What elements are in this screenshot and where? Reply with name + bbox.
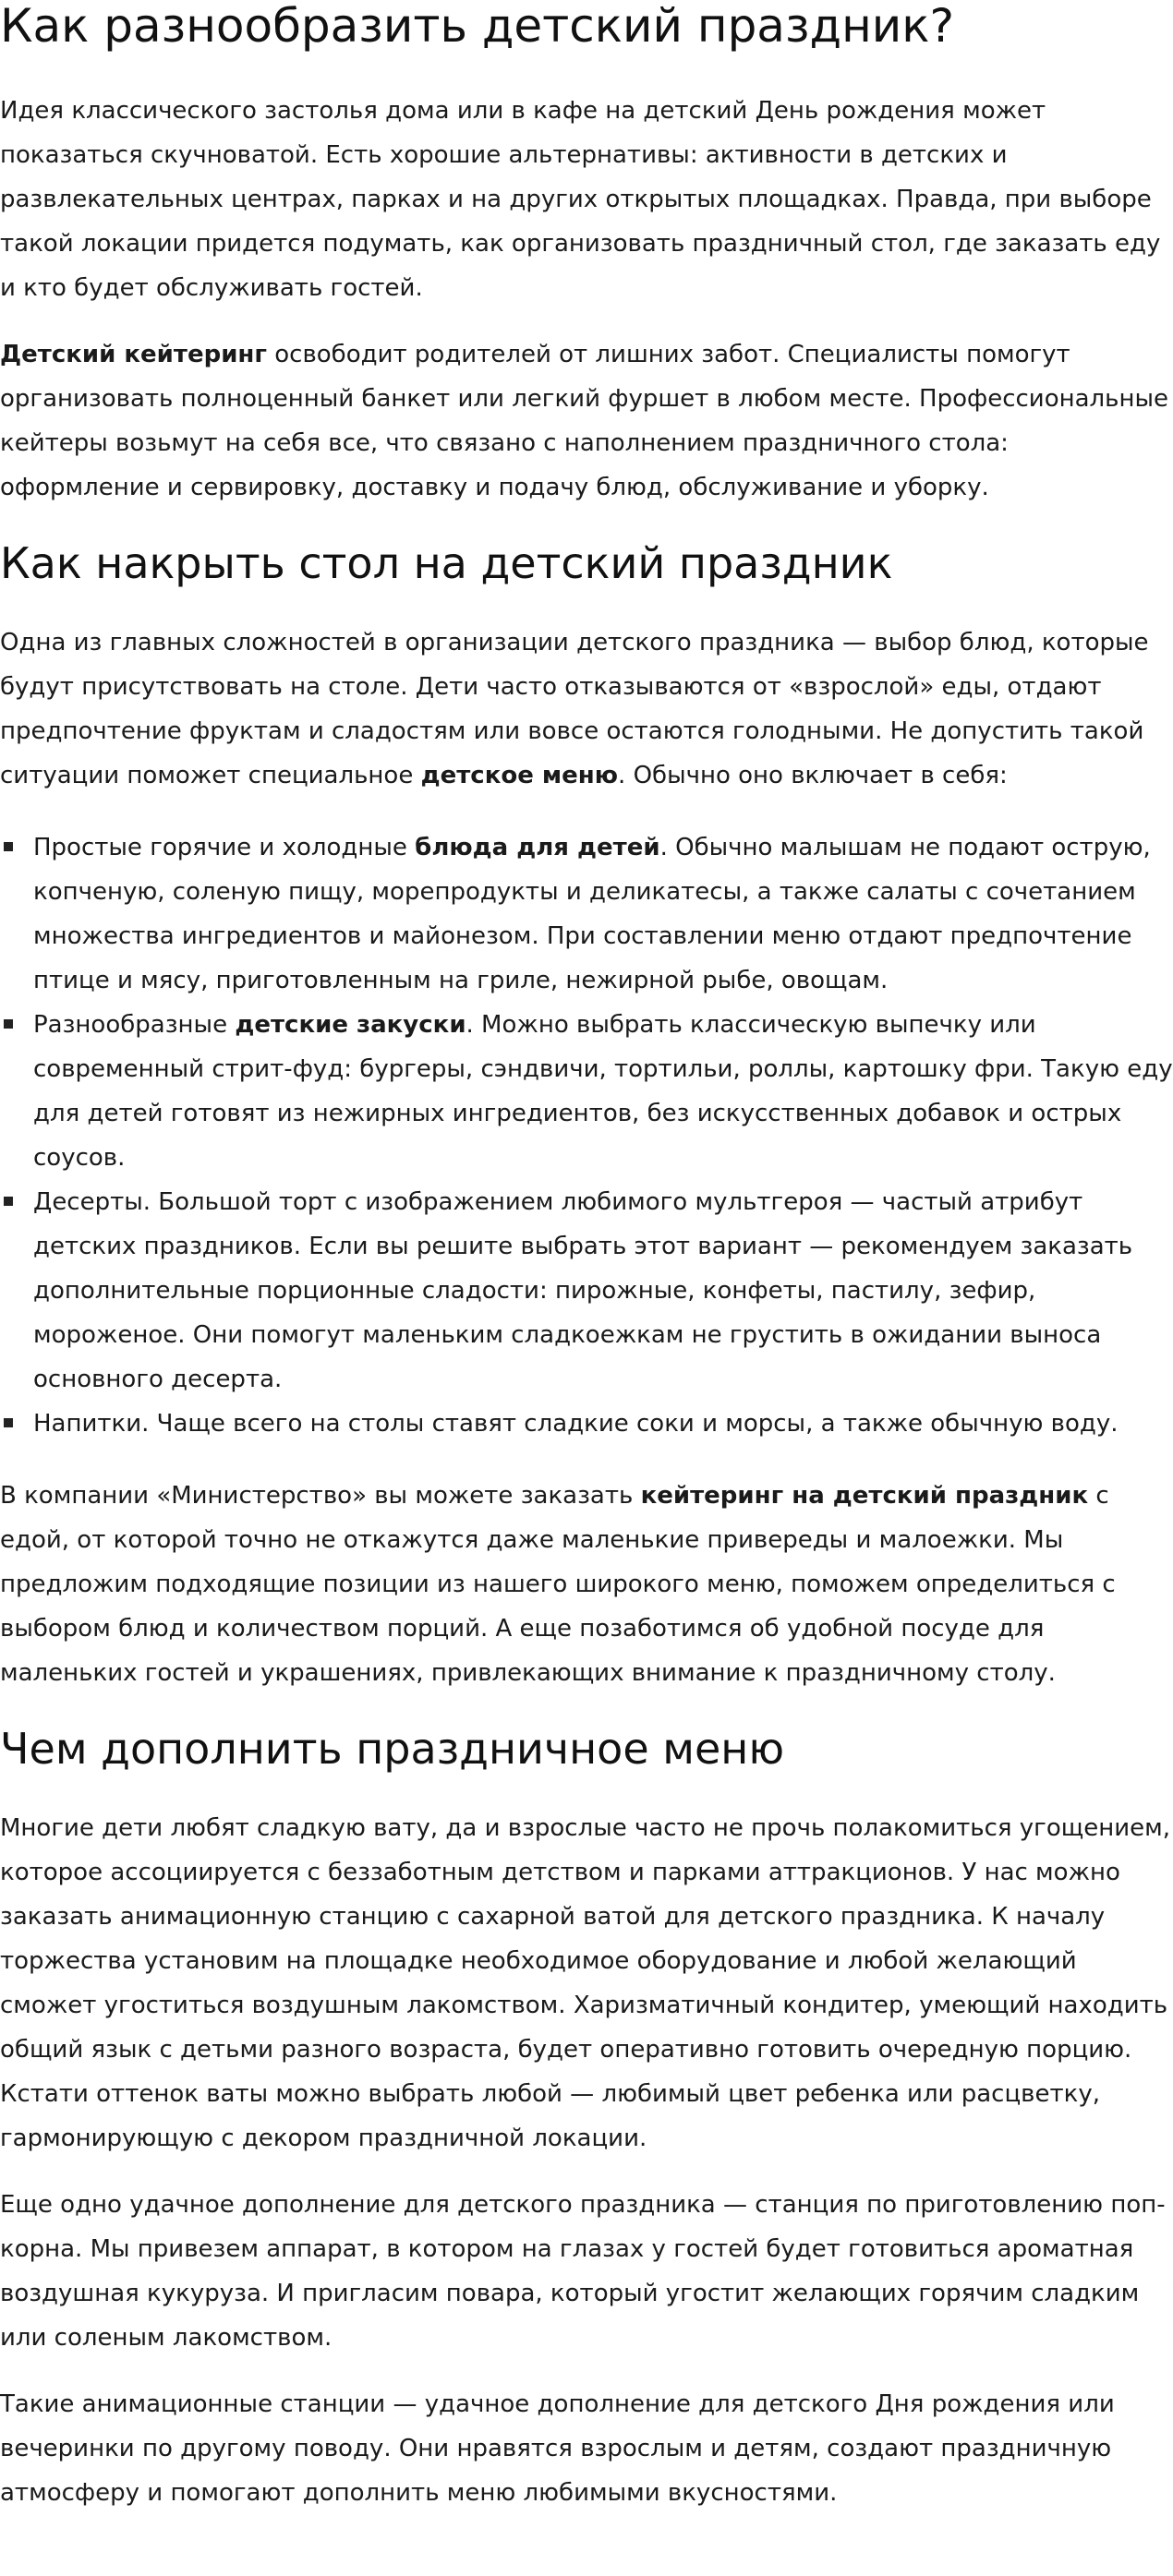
list-item-text: Разнообразные: [33, 1011, 236, 1039]
company-after: с едой, от которой точно не откажутся даже маленькие привереды и малоежки. Мы предложим подходящие позиции из нашего широкого меню, поможем определиться с выбором блюд и количеством порций. А еще позаботимся об удобной посуде для маленьких гостей и украшениях, привлекающих внимание к праздничному столу.: [0, 1482, 1116, 1687]
list-item-bold: блюда для детей: [415, 834, 660, 861]
list-item-bold: детские закуски: [235, 1011, 466, 1039]
catering-text: освободит родителей от лишних забот. Специалисты помогут организовать полноценный банкет или легкий фуршет в любом месте. Профессиональные кейтеры возьмут на себя все, что связано с наполнением праздничного стола: оформление и сервировку, доставку и подачу блюд, обслуживание и уборку.: [0, 341, 1169, 501]
section-heading-table: Как накрыть стол на детский праздник: [0, 538, 893, 588]
list-item-text: . Обычно малышам не подают острую, копченую, соленую пищу, морепродукты и деликатесы, а также салаты с сочетанием множества ингредиентов и майонезом. При составлении меню отдают предпочтение птице и мясу, приготовленным на гриле, нежирной рыбе, овощам.: [33, 834, 1151, 994]
list-item-text: Простые горячие и холодные: [33, 834, 416, 861]
company-paragraph: [0, 1474, 1173, 1695]
stations-paragraph: Такие анимационные станции — удачное дополнение для детского Дня рождения или вечеринки по другому поводу. Они нравятся взрослым и детям, создают праздничную атмосферу и помогают дополнить меню любимыми вкусностями.: [0, 2390, 1115, 2507]
list-item: [0, 825, 1173, 1003]
cotton-candy-paragraph: Многие дети любят сладкую вату, да и взрослые часто не прочь полакомиться угощением, которое ассоциируется с беззаботным детством и парками аттракционов. У нас можно заказать анимационную станцию с сахарной ватой для детского праздника. К началу торжества установим на площадке необходимое оборудование и любой желающий сможет угоститься воздушным лакомством. Харизматичный кондитер, умеющий находить общий язык с детьми разного возраста, будет оперативно готовить очередную порцию. Кстати оттенок ваты можно выбрать любой — любимый цвет ребенка или расцветку, гармонирующую с декором праздничной локации.: [0, 1814, 1170, 2152]
menu-intro-before: Одна из главных сложностей в организации детского праздника — выбор блюд, которые будут присутствовать на столе. Дети часто отказываются от «взрослой» еды, отдают предпочтение фруктам и сладостям или вовсе остаются голодными. Не допустить такой ситуации поможет специальное: [0, 629, 1149, 789]
catering-paragraph: [0, 332, 1173, 510]
list-item: [0, 1402, 1173, 1446]
page-title: Как разнообразить детский праздник?: [0, 0, 955, 53]
list-item-text: Десерты. Большой торт с изображением любимого мультгероя — частый атрибут детских праздников. Если вы решите выбрать этот вариант — рекомендуем заказать дополнительные порционные сладости: пирожные, конфеты, пастилу, зефир, мороженое. Они помогут маленьким сладкоежкам не грустить в ожидании выноса основного десерта.: [33, 1188, 1133, 1393]
menu-intro-bold: детское меню: [420, 762, 619, 789]
menu-list: [0, 825, 1173, 1446]
popcorn-paragraph: Еще одно удачное дополнение для детского праздника — станция по приготовлению поп-корна. Мы привезем аппарат, в котором на глазах у гостей будет готовиться ароматная воздушная кукуруза. И пригласим повара, который угостит желающих горячим сладким или соленым лакомством.: [0, 2191, 1166, 2352]
company-bold: кейтеринг на детский праздник: [640, 1482, 1089, 1510]
menu-intro-paragraph: [0, 620, 1173, 798]
list-item: [0, 1180, 1173, 1402]
section-heading-extras: Чем дополнить праздничное меню: [0, 1724, 785, 1774]
catering-bold: Детский кейтеринг: [0, 341, 267, 368]
intro-paragraph: Идея классического застолья дома или в кафе на детский День рождения может показаться скучноватой. Есть хорошие альтернативы: активности в детских и развлекательных центрах, парках и на других открытых площадках. Правда, при выборе такой локации придется подумать, как организовать праздничный стол, где заказать еду и кто будет обслуживать гостей.: [0, 97, 1161, 302]
company-before: В компании «Министерство» вы можете заказать: [0, 1482, 641, 1510]
menu-intro-after: . Обычно оно включает в себя:: [618, 762, 1008, 789]
list-item: [0, 1003, 1173, 1180]
list-item-text: . Можно выбрать классическую выпечку или современный стрит-фуд: бургеры, сэндвичи, тортильи, роллы, картошку фри. Такую еду для детей готовят из нежирных ингредиентов, без искусственных добавок и острых соусов.: [33, 1011, 1173, 1172]
list-item-text: Напитки. Чаще всего на столы ставят сладкие соки и морсы, а также обычную воду.: [33, 1410, 1119, 1438]
